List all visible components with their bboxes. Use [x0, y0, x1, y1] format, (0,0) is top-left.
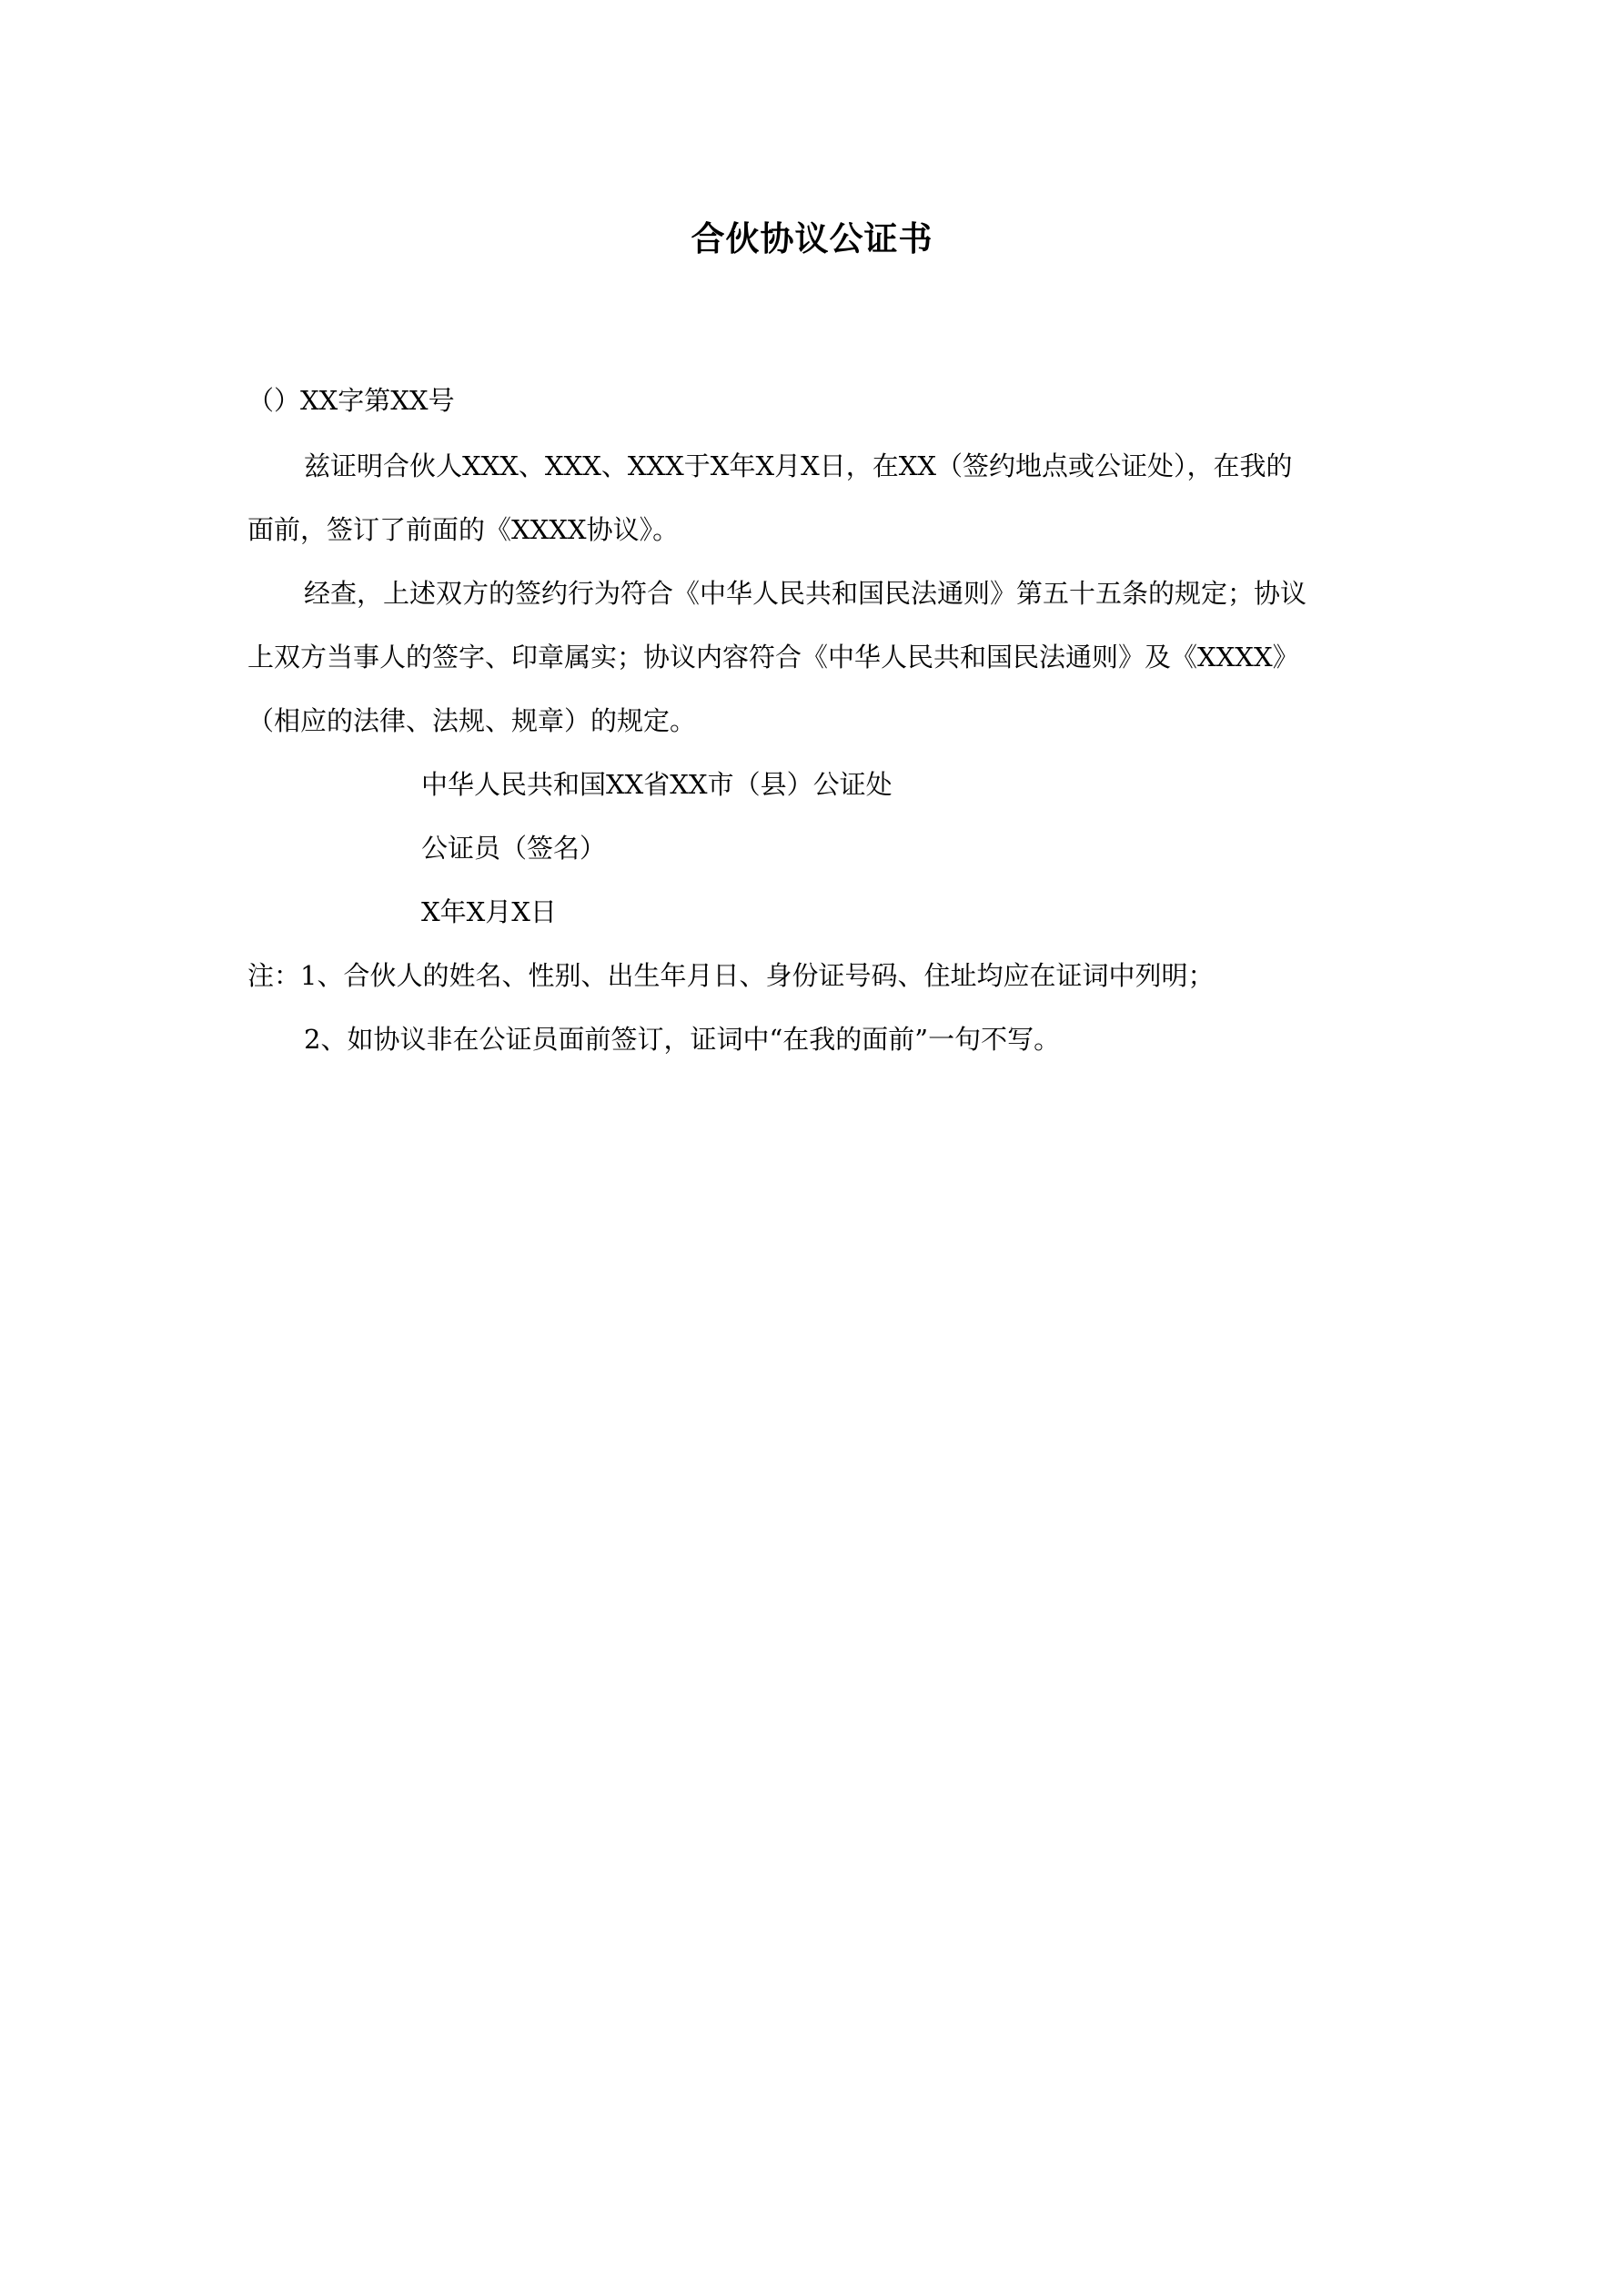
note-2: 2、如协议非在公证员面前签订，证词中“在我的面前”一句不写。: [304, 1024, 1061, 1055]
signature-date: X年X月X日: [421, 896, 557, 927]
paragraph1-line1: 兹证明合伙人XXX、XXX、XXX于X年X月X日，在XX（签约地点或公证处），在我的: [304, 450, 1293, 481]
paragraph2-line2: 上双方当事人的签字、印章属实；协议内容符合《中华人民共和国民法通则》及《XXXX》: [247, 642, 1299, 673]
document-number: （）XX字第XX号: [247, 385, 455, 416]
note-1: 注：1、合伙人的姓名、性别、出生年月日、身份证号码、住址均应在证词中列明；: [247, 960, 1215, 991]
paragraph1-line2: 面前，签订了前面的《XXXX协议》。: [247, 514, 680, 545]
paragraph2-line1: 经查，上述双方的签约行为符合《中华人民共和国民法通则》第五十五条的规定；协议: [304, 578, 1307, 609]
notary-signature: 公证员（签名）: [421, 833, 607, 864]
paragraph2-line3: （相应的法律、法规、规章）的规定。: [247, 705, 697, 736]
notary-office: 中华人民共和国XX省XX市（县）公证处: [421, 769, 893, 800]
document-title: 合伙协议公证书: [691, 219, 933, 258]
